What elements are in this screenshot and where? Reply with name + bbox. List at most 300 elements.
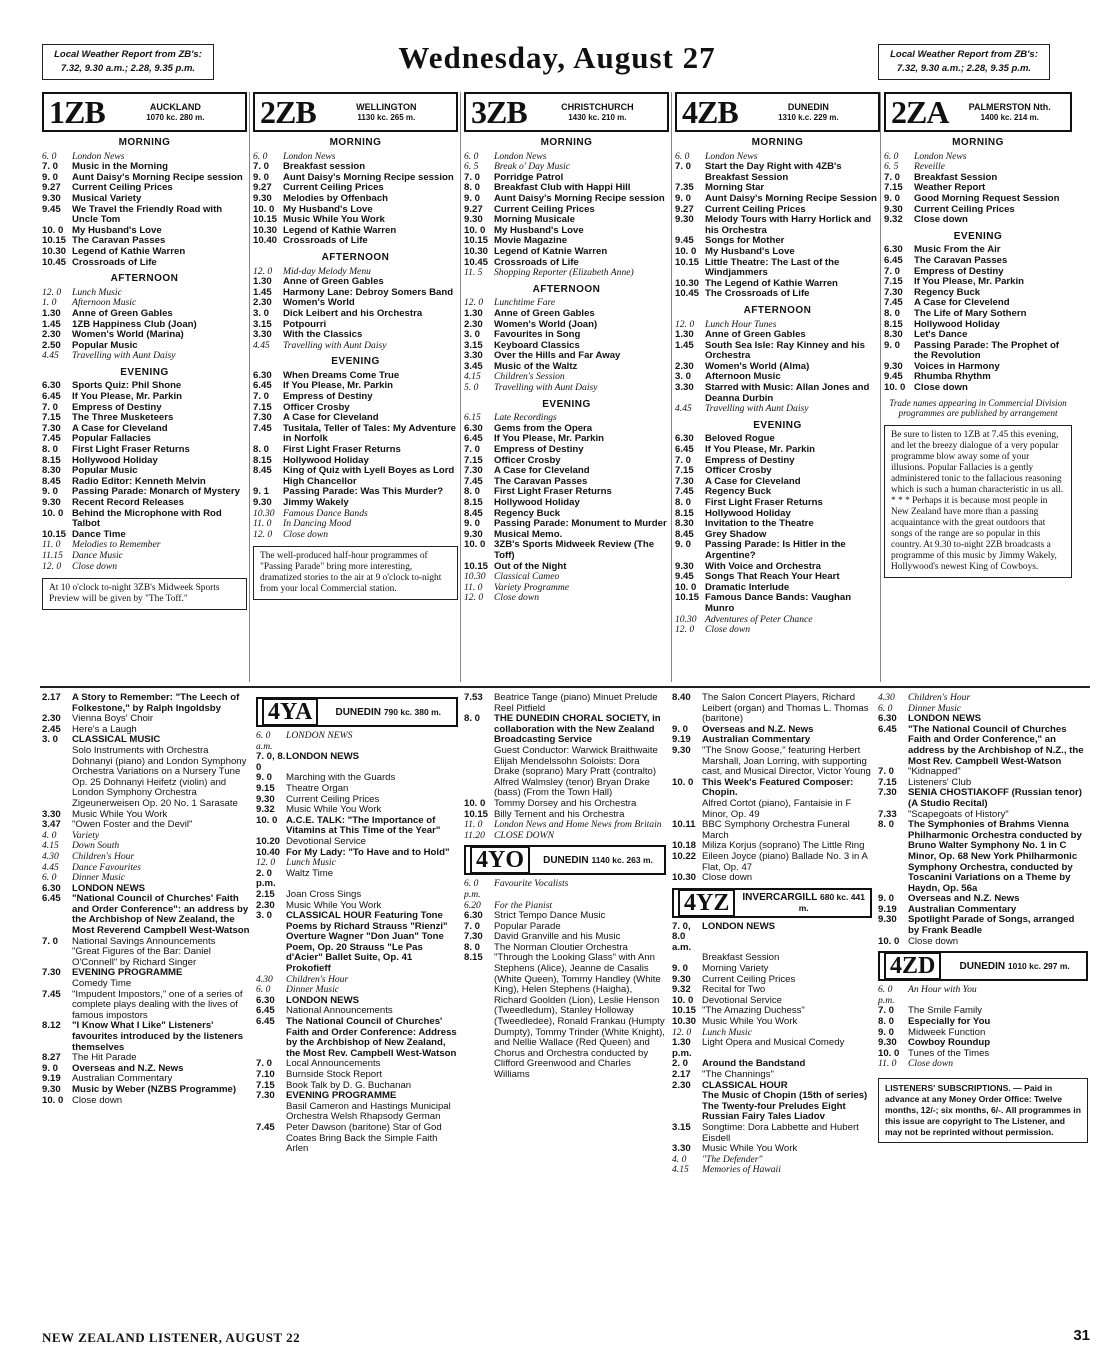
program-title: "National Council of Churches' Faith and Order Conference": an address by the Archbishop of New Zealand, the Most Reverend Campbell West-Watson <box>72 893 250 937</box>
station-code: 2ZB <box>260 94 316 130</box>
program-item <box>253 424 458 445</box>
station-city: DUNEDIN <box>543 854 589 866</box>
program-item <box>672 1123 872 1144</box>
program-title: Dinner Music <box>72 872 126 884</box>
program-item <box>42 947 250 968</box>
program-time: 11. 5 <box>464 267 483 279</box>
program-title: In Dancing Mood <box>283 518 352 530</box>
program-title: The Symphonies of Brahms Vienna Philharmonic Orchestra conducted by Bruno Walter Symphony No. 1 in C Minor, Op. 68 New York Philharmonic Symphony Orchestra, conducted by Toscanini Variations on a Theme by Haydn, Op. 56a <box>908 819 1082 894</box>
station-city: WELLINGTON 1130 kc. 265 m. <box>356 101 417 122</box>
program-item <box>675 498 880 509</box>
program-title: Solo Instruments with Orchestra Dohnanyi (piano) and London Symphony Orchestra Variations on a Nursery Tune Op. 25 Dohnanyi Heifetz (violin) and London Symphony Orchestra Zigeunerweisen Op. 20 No. 1 Sarasate <box>72 744 247 809</box>
program-title: Popular Fallacies <box>72 433 151 445</box>
program-title: Melody Tours with Harry Horlick and his Orchestra <box>705 214 872 236</box>
program-item <box>256 731 458 752</box>
program-title: Vienna Boys' Choir <box>72 713 154 725</box>
program-time: 9.15 <box>256 782 275 794</box>
program-time: 9. 0 <box>672 723 689 735</box>
program-time: 10.30 <box>464 245 489 257</box>
program-title: Hollywood Holiday <box>72 454 158 466</box>
program-item <box>464 247 669 258</box>
program-time: 2. 0 p.m. <box>256 867 276 890</box>
program-time: 6. 0 <box>884 150 899 162</box>
program-title: Current Ceiling Prices <box>286 793 380 805</box>
program-title: My Husband's Love <box>72 224 162 236</box>
program-time: 10. 0 <box>253 203 275 215</box>
program-time: 12. 0 <box>253 265 273 277</box>
program-item <box>878 937 1088 948</box>
program-time: 9.19 <box>878 903 897 915</box>
program-time: 7. 0 <box>675 161 692 173</box>
program-title: Legend of Katnie Warren <box>494 245 608 257</box>
program-title: Favourites in Song <box>494 329 581 341</box>
program-time: 9. 0 <box>253 171 270 183</box>
program-time: 9.27 <box>464 203 483 215</box>
program-title: Midweek Function <box>908 1026 986 1038</box>
program-item <box>884 372 1072 383</box>
program-item <box>42 562 247 573</box>
program-title: CLASSICAL MUSIC <box>72 734 161 746</box>
program-time: 7.53 <box>464 693 483 703</box>
program-item <box>672 778 872 799</box>
program-item <box>464 593 669 604</box>
program-title: Officer Crosby <box>283 401 350 413</box>
station-frequency: 1140 kc. 263 m. <box>591 854 653 865</box>
program-title: Dance Favourites <box>72 861 142 873</box>
program-title: Devotional Service <box>286 835 366 847</box>
program-time: 10.15 <box>42 235 67 247</box>
program-time: 3.15 <box>253 318 272 330</box>
program-time: 6.45 <box>878 723 897 735</box>
program-time: 7. 0 <box>878 1005 895 1017</box>
program-title: Empress of Destiny <box>72 401 162 413</box>
program-item <box>253 236 458 247</box>
program-title: SENIA CHOSTIAKOFF (Russian tenor) (A Studio Recital) <box>908 787 1082 809</box>
program-title: Variety <box>72 829 100 841</box>
program-time: 8.27 <box>42 1052 61 1064</box>
program-title: Songs for Mother <box>705 235 785 247</box>
program-time: 9.30 <box>42 192 61 204</box>
program-title: South Sea Isle: Ray Kinney and his Orchestra <box>705 339 865 362</box>
program-title: The Three Musketeers <box>72 412 174 424</box>
program-item <box>464 540 669 561</box>
program-item <box>42 551 247 562</box>
program-time: 7.10 <box>256 1069 275 1080</box>
program-item <box>42 1021 250 1053</box>
station-header <box>42 92 247 132</box>
program-title: "Through the Looking Glass" with Ann Stephens (Alice), Jeanne de Casalis (White Queen), Tommy Handley (White King), Helen Stephens (Haigha), Richard Goolden (Lion), Leslie Henson (Tweedledum), Stanley Holloway (Tweedledee), Ronald Frankau (Humpty Dumpty), Tommy Trinder (White Knight), and Nellie Wallace (Red Queen) and Chorus and Orchestra conducted by Clifford Greenwood and Charles Williams <box>494 952 665 1080</box>
program-time: 10. 0 <box>464 539 486 551</box>
program-item <box>884 309 1072 320</box>
station-frequency: 1070 kc. 280 m. <box>146 112 205 122</box>
program-item <box>878 915 1088 936</box>
program-time <box>42 746 72 810</box>
program-title: With Voice and Orchestra <box>705 560 821 572</box>
program-time: 6.45 <box>464 433 483 445</box>
program-time: 2.15 <box>256 888 275 900</box>
program-title: EVENING PROGRAMME <box>286 1090 397 1102</box>
program-time: 6.30 <box>464 910 483 922</box>
program-time: 7.45 <box>42 433 61 445</box>
program-time: 8.45 <box>464 507 483 519</box>
program-time: 8.30 <box>42 465 61 477</box>
program-title: Jimmy Wakely <box>283 497 349 508</box>
program-title: Hollywood Holiday <box>283 454 369 466</box>
program-time: 7. 0 <box>464 171 481 183</box>
program-title: The Crossroads of Life <box>705 288 810 300</box>
program-item <box>884 194 1072 205</box>
program-title: Anne of Green Gables <box>72 307 173 319</box>
program-time: 3. 0 <box>253 307 270 319</box>
program-time: 8.40 <box>672 693 691 703</box>
program-time <box>464 746 494 799</box>
program-time: 9. 0 <box>42 486 59 498</box>
program-title: Memories of Hawaii <box>702 1164 781 1176</box>
program-time: 6.30 <box>878 713 897 725</box>
program-item <box>672 1165 872 1176</box>
program-time: 10.22 <box>672 850 697 862</box>
program-title: Guest Conductor: Warwick Braithwaite Elijah Mendelssohn Soloists: Dora Drake (soprano) Mary Pratt (contralto) Alfred Walmsley (tenor) Bryan Drake (bass) (From the Town Hall) <box>494 744 658 799</box>
program-title: Crossroads of Life <box>494 256 579 268</box>
program-title: Regency Buck <box>494 507 561 519</box>
program-time: 10.30 <box>675 613 697 625</box>
program-time: 8. 0 <box>253 444 270 456</box>
program-title: Travelling with Aunt Daisy <box>494 382 598 394</box>
program-item <box>675 625 880 636</box>
program-title: Women's World <box>283 297 355 309</box>
program-time: 8.12 <box>42 1020 61 1032</box>
program-time: 7.15 <box>675 465 694 477</box>
program-title: Hollywood Holiday <box>494 497 580 508</box>
program-item <box>256 1070 458 1081</box>
program-time: 10.45 <box>42 256 67 268</box>
program-title: Close down <box>494 592 540 604</box>
station-city: INVERCARGILL <box>742 891 818 903</box>
program-title: Breakfast Session <box>702 952 780 964</box>
program-time: 4. 0 <box>42 829 57 841</box>
program-time: 11. 0 <box>464 581 483 593</box>
program-title: Eileen Joyce (piano) Ballade No. 3 in A Flat, Op. 47 <box>702 850 868 873</box>
program-time: 7.15 <box>42 412 61 424</box>
program-time: 9.27 <box>675 203 694 215</box>
program-time: 11. 0 <box>464 819 483 831</box>
program-title: Mid-day Melody Menu <box>283 265 371 277</box>
column-divider <box>880 92 881 682</box>
program-title: Current Ceiling Prices <box>283 182 384 194</box>
program-title: David Granville and his Music <box>494 931 621 943</box>
program-time: 9.30 <box>878 1037 897 1049</box>
program-time: 3.45 <box>464 360 483 372</box>
program-title: Spotlight Parade of Songs, arranged by Frank Beadle <box>908 914 1075 937</box>
program-time: 9.30 <box>464 214 483 226</box>
program-title: Burnside Stock Report <box>286 1069 382 1080</box>
program-column-4yz <box>672 693 872 1321</box>
station-header <box>256 697 458 727</box>
program-time: 6. 0 p.m. <box>464 878 481 900</box>
program-time: 7. 0 <box>253 391 270 403</box>
program-item <box>672 746 872 778</box>
station-city: DUNEDIN <box>959 960 1006 972</box>
program-title: Empress of Destiny <box>914 265 1004 277</box>
program-time: 6.45 <box>256 1005 275 1017</box>
program-title: Close down <box>908 935 959 947</box>
program-time: 8. 0 <box>675 497 692 508</box>
program-title: Musical Memo. <box>494 528 563 540</box>
program-time: 9. 0 <box>884 192 901 204</box>
program-time: 7.45 <box>253 422 272 434</box>
program-item <box>884 205 1072 216</box>
station-frequency: 680 kc. 441 m. <box>798 891 865 913</box>
program-time: 8. 0 <box>878 819 895 831</box>
program-item <box>464 309 669 320</box>
program-time: 4.15 <box>42 840 59 852</box>
program-title: Dance Music <box>72 549 123 561</box>
program-time: 6.30 <box>884 244 903 256</box>
program-title: Women's World (Marina) <box>72 329 184 341</box>
program-title: Break o' Day Music <box>494 161 571 173</box>
program-time: 6.45 <box>256 1016 275 1028</box>
program-time: 8.45 <box>42 475 61 487</box>
program-time: 6. 0 p.m. <box>878 984 895 1006</box>
program-item <box>464 194 669 205</box>
station-column-1zb <box>42 92 247 676</box>
program-title: Popular Parade <box>494 920 561 932</box>
program-title: Australian Commentary <box>908 903 1017 915</box>
program-title: Anne of Green Gables <box>705 329 806 341</box>
program-time: 3.30 <box>42 808 61 820</box>
program-item <box>884 320 1072 331</box>
program-title: Dance Time <box>72 528 126 540</box>
station-frequency: 1430 kc. 210 m. <box>568 112 627 122</box>
program-item <box>464 383 669 394</box>
program-title: A.C.E. TALK: "The Importance of Vitamins at This Time of the Year" <box>286 814 441 837</box>
program-title: Joan Cross Sings <box>286 888 362 900</box>
program-time: 9.30 <box>672 744 691 756</box>
program-time: 9.27 <box>253 182 272 194</box>
program-time: 6.45 <box>675 444 694 456</box>
page-number: 31 <box>1073 1327 1090 1344</box>
program-item <box>672 1091 872 1123</box>
program-title: Shopping Reporter (Elizabeth Anne) <box>494 267 634 279</box>
program-title: A Case for Cleveland <box>72 422 168 434</box>
program-title: Women's World (Joan) <box>494 318 598 330</box>
program-title: Dick Leibert and his Orchestra <box>283 307 423 319</box>
program-title: Anne of Green Gables <box>494 307 595 319</box>
program-title: "The Amazing Duchess" <box>702 1005 805 1017</box>
program-title: This Week's Featured Composer: Chopin. <box>702 776 854 799</box>
program-title: Porridge Patrol <box>494 171 564 183</box>
program-title: Officer Crosby <box>705 465 772 477</box>
program-time: 3.47 <box>42 819 61 831</box>
program-time: 7.15 <box>464 454 483 466</box>
program-title: Passing Parade: Is Hitler in the Argentine? <box>705 539 846 561</box>
program-time: 1.30 <box>253 276 272 288</box>
station-code: 4YO <box>470 846 530 874</box>
program-time: 2.30 <box>253 297 272 309</box>
program-time: 9.30 <box>464 528 483 540</box>
program-title: EVENING PROGRAMME <box>72 967 183 979</box>
program-item <box>884 256 1072 267</box>
program-title: Songtime: Dora Labbette and Hubert Eisdell <box>702 1121 859 1144</box>
program-title: Devotional Service <box>702 994 782 1006</box>
program-title: Local Announcements <box>286 1058 381 1070</box>
program-title: 3ZB's Sports Midweek Review (The Toff) <box>494 539 655 561</box>
program-title: If You Please, Mr. Parkin <box>914 276 1025 288</box>
program-title: Potpourri <box>283 318 327 330</box>
program-time: 10.11 <box>672 819 696 831</box>
station-note: At 10 o'clock to-night 3ZB's Midweek Sports Preview will be given by "The Toff." <box>42 578 247 610</box>
program-title: Gems from the Opera <box>494 422 593 434</box>
program-time: 6.20 <box>464 899 481 911</box>
program-title: The Music of Chopin (15th of series) The Twenty-four Preludes Eight Russian Fairy Tales Liadov <box>702 1090 868 1123</box>
program-time: 9. 0 <box>464 192 481 204</box>
program-title: The Caravan Passes <box>72 235 166 247</box>
program-title: The Legend of Kathie Warren <box>705 277 838 289</box>
program-item <box>672 922 872 954</box>
program-title: A Case for Cleveland <box>705 475 801 487</box>
program-time: 8. 0 <box>464 713 481 725</box>
program-time: 10.15 <box>464 808 489 820</box>
program-time: 10.15 <box>672 1005 697 1017</box>
program-time: 2.50 <box>42 339 61 351</box>
program-item <box>672 1038 872 1059</box>
program-title: Light Opera and Musical Comedy <box>702 1037 845 1049</box>
program-time: 3.30 <box>253 329 272 341</box>
program-item <box>884 383 1072 394</box>
program-title: Music of the Waltz <box>494 360 578 372</box>
program-title: A Story to Remember: "The Leech of Folkestone," by Ralph Ingoldsby <box>72 693 240 714</box>
program-time: 3.30 <box>464 350 483 362</box>
program-title: Afternoon Music <box>72 297 137 309</box>
program-time: 7.45 <box>464 475 483 487</box>
program-title: Lunch Music <box>72 286 122 298</box>
program-title: Breakfast Session <box>914 171 998 183</box>
program-time: 4. 0 <box>672 1153 687 1165</box>
program-item <box>672 693 872 725</box>
program-title: The National Council of Churches' Faith and Order Conference: Address by the Archbishop of New Zealand, the Most Rev. Campbell West-Watson <box>286 1016 457 1059</box>
program-title: Legend of Kathie Warren <box>283 224 397 236</box>
program-title: We Travel the Friendly Road with Uncle Tom <box>72 203 223 226</box>
program-time: 1.30 <box>42 307 61 319</box>
station-city: DUNEDIN 1310 k.c. 229 m. <box>778 101 839 122</box>
program-column-4ya-cont <box>42 693 250 1321</box>
section-morning: MORNING <box>118 137 171 148</box>
section-divider <box>40 686 1090 688</box>
program-time: 11. 0 <box>42 539 61 551</box>
program-title: Travelling with Aunt Daisy <box>72 350 176 362</box>
column-divider <box>671 92 672 682</box>
program-title: "The National Council of Churches Faith and Order Conference," an address by the Archbishop of N.Z., the Most Rev. Campbell West-Watson <box>908 723 1084 767</box>
program-title: Close down <box>908 1058 954 1070</box>
program-time: 2.30 <box>672 1079 691 1091</box>
program-title: First Light Fraser Returns <box>705 497 823 508</box>
program-item <box>253 194 458 205</box>
program-title: Music While You Work <box>72 808 168 820</box>
program-time: 7.15 <box>253 401 272 413</box>
program-title: London News <box>705 150 758 162</box>
program-title: Radio Editor: Kenneth Melvin <box>72 475 206 487</box>
program-item <box>464 831 666 842</box>
program-time: 6.30 <box>42 882 61 894</box>
program-time: 2.17 <box>672 1069 691 1080</box>
program-time: 7.30 <box>42 967 61 979</box>
program-column-4zd <box>878 693 1088 1321</box>
section-morning: MORNING <box>329 137 382 148</box>
program-title: Melodies by Offenbach <box>283 192 389 204</box>
program-time <box>672 799 702 820</box>
program-time: 6. 0 <box>464 150 479 162</box>
section-afternoon: AFTERNOON <box>110 273 179 285</box>
program-time: 10.30 <box>675 277 700 289</box>
program-time: 7. 0 <box>42 161 59 173</box>
program-time: 9.30 <box>675 214 694 226</box>
program-title: Musical Variety <box>72 192 142 204</box>
program-title: Melodies to Remember <box>72 539 161 551</box>
station-city: DUNEDIN <box>335 706 382 718</box>
program-item <box>256 869 458 890</box>
program-time: 9.30 <box>253 497 272 508</box>
program-item <box>42 309 247 320</box>
program-time <box>42 947 72 968</box>
program-item <box>256 1123 458 1155</box>
program-title: Close down <box>72 560 118 572</box>
program-item <box>675 593 880 614</box>
program-title: Lunch Music <box>286 857 336 869</box>
section-morning: MORNING <box>540 137 593 148</box>
program-time: 10. 0 <box>42 224 64 236</box>
program-title: CLASSICAL HOUR Featuring Tone Poems by Richard Strauss "Rienzi" Overture Wagner "Don Juan" Tone Poem, Op. 20 Strauss "Le Pas d'Acier" Ballet Suite, Op. 41 Prokofieff <box>286 910 448 975</box>
program-title: London News and Home News from Britain <box>494 819 662 831</box>
station-city: PALMERSTON Nth. 1400 kc. 214 m. <box>968 101 1051 122</box>
program-item <box>675 162 880 183</box>
program-time: 6.30 <box>464 422 483 434</box>
program-title: Travelling with Aunt Daisy <box>283 339 387 351</box>
program-title: Reveille <box>914 161 945 173</box>
program-title: Comedy Time <box>72 978 132 990</box>
program-title: Breakfast Club with Happi Hill <box>494 182 631 194</box>
program-time: 7. 0 <box>253 161 270 173</box>
program-item <box>253 466 458 487</box>
station-city: AUCKLAND 1070 kc. 280 m. <box>146 101 205 122</box>
program-time: 6.45 <box>253 380 272 392</box>
program-item <box>878 693 1088 704</box>
program-time: 7.30 <box>253 412 272 424</box>
program-time: 7.30 <box>884 286 903 298</box>
program-title: Movie Magazine <box>494 235 568 247</box>
program-title: Close down <box>914 382 968 394</box>
program-item <box>675 289 880 300</box>
program-title: LONDON NEWS <box>286 730 353 741</box>
program-title: Breakfast session <box>283 161 366 173</box>
program-time: 1.30 <box>464 307 483 319</box>
program-time: 12. 0 <box>42 286 62 298</box>
program-title: Beloved Rogue <box>705 433 775 445</box>
program-time: 12. 0 <box>675 624 695 636</box>
program-title: Anne of Green Gables <box>283 276 384 288</box>
program-title: If You Please, Mr. Parkin <box>494 433 605 445</box>
program-item <box>253 530 458 541</box>
program-time: 7. 0 <box>675 454 692 466</box>
program-time: 4.45 <box>42 350 59 362</box>
program-time: 4.45 <box>253 339 270 351</box>
program-time: 12. 0 <box>42 560 62 572</box>
page-title: Wednesday, August 27 <box>398 40 716 75</box>
program-title: Australian Commentary <box>702 734 811 746</box>
program-title: Classical Cameo <box>494 571 560 583</box>
program-time: 1. 0 <box>42 297 57 309</box>
station-column-2za <box>884 92 1072 676</box>
program-title: "The Defender" <box>702 1153 763 1165</box>
